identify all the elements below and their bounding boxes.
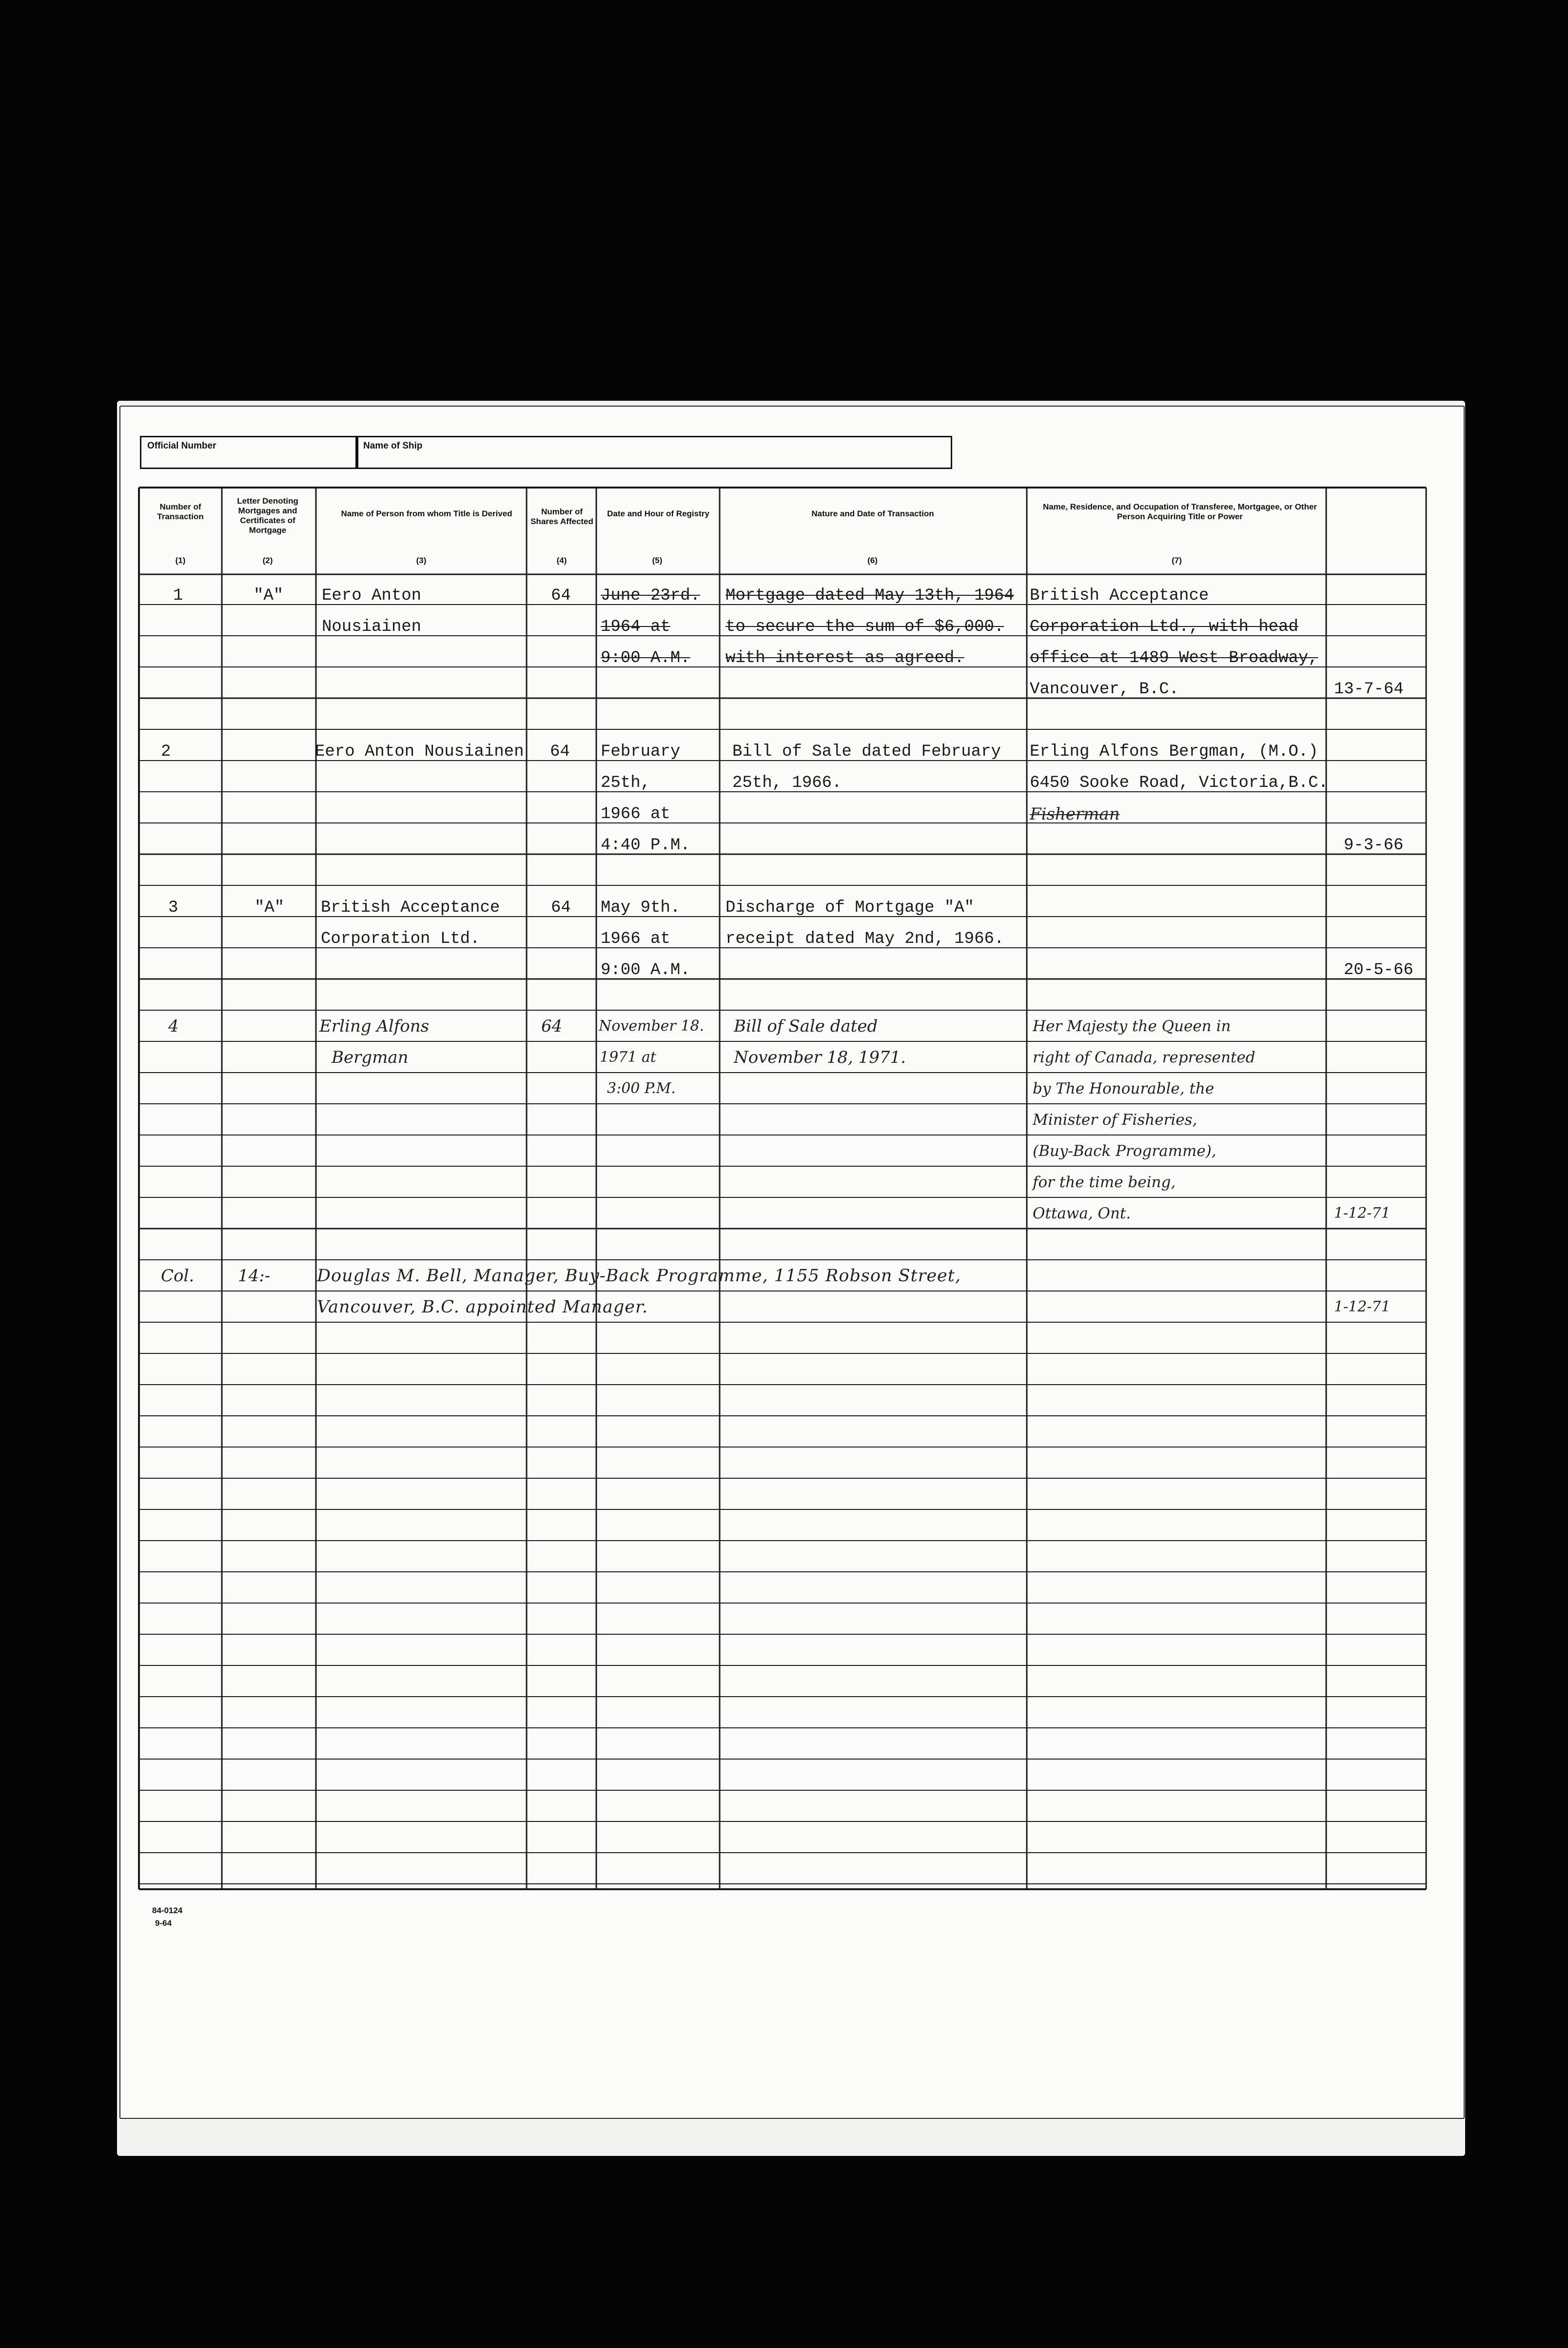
entry-2-nature-line-1: Bill of Sale dated February	[732, 743, 1001, 761]
col-num-6: (6)	[867, 556, 878, 565]
entry-2-from-line-1: Eero Anton Nousiainen	[315, 743, 524, 761]
col-header-shares: Number of Shares Affected	[530, 507, 593, 526]
col-num-1: (1)	[175, 556, 186, 565]
entry-2-registry-line-2: 25th,	[601, 774, 651, 792]
col-num-3: (3)	[416, 556, 427, 565]
entry-4-transferee-line-5: (Buy-Back Programme),	[1033, 1142, 1216, 1160]
entry-1-number: 1	[173, 587, 183, 605]
entry-4-transferee-line-6: for the time being,	[1033, 1174, 1176, 1191]
entry-2-date: 9-3-66	[1344, 836, 1404, 855]
entry-2-registry-line-3: 1966 at	[601, 805, 670, 823]
col-header-transaction-number: Number of Transaction	[157, 502, 204, 521]
entry-3-nature-line-2: receipt dated May 2nd, 1966.	[725, 930, 1004, 948]
entry-2-transferee-line-2: 6450 Sooke Road, Victoria,B.C.	[1030, 774, 1329, 792]
entry-3-registry-line-2: 1966 at	[601, 930, 670, 948]
entry-2-registry-line-4: 4:40 P.M.	[601, 836, 690, 855]
entry-1-from-line-1: Eero Anton	[322, 587, 422, 605]
entry-1-date: 13-7-64	[1334, 680, 1404, 699]
entry-1-registry-line-1: June 23rd.	[601, 587, 701, 605]
form-code-number: 84-0124	[152, 1906, 183, 1915]
entry-4-transferee-line-7: Ottawa, Ont.	[1033, 1205, 1131, 1222]
col-num-7: (7)	[1172, 556, 1182, 565]
col-num-5: (5)	[652, 556, 663, 565]
col-header-mortgage-letter: Letter Denoting Mortgages and Certificates of Mortgage	[237, 496, 298, 535]
entry-4-transferee-line-2: right of Canada, represented	[1033, 1049, 1255, 1066]
entry-1-shares: 64	[551, 587, 571, 605]
official-number-label: Official Number	[147, 441, 216, 451]
entry-4-transferee-line-4: Minister of Fisheries,	[1033, 1111, 1197, 1129]
col-header-transferee: Name, Residence, and Occupation of Transferee, Mortgagee, or Other Person Acquiring Title or Power	[1042, 502, 1317, 521]
entry-4-date: 1-12-71	[1334, 1205, 1391, 1222]
entry-3-registry-line-3: 9:00 A.M.	[601, 961, 690, 979]
entry-4-from-line-1: Erling Alfons	[319, 1017, 430, 1036]
col-num-2: (2)	[262, 556, 273, 565]
entry-1-transferee-line-2: Corporation Ltd., with head	[1030, 618, 1298, 636]
entry-1-registry-line-2: 1964 at	[601, 618, 670, 636]
ship-name-label: Name of Ship	[363, 441, 423, 451]
entry-4-registry-line-1: November 18.	[599, 1017, 705, 1035]
entry-3-letter: "A"	[255, 899, 285, 917]
entry-1-transferee-line-3: office at 1489 West Broadway,	[1030, 649, 1318, 667]
entry-4-registry-line-2: 1971 at	[600, 1049, 656, 1066]
entry-4-transferee-line-3: by The Honourable, the	[1033, 1080, 1215, 1097]
entry-2-transferee-line-3: Fisherman	[1030, 804, 1120, 824]
entry-4-from-line-2: Bergman	[332, 1048, 409, 1067]
entry-3-nature-line-1: Discharge of Mortgage "A"	[725, 899, 975, 917]
entry-3-from-line-1: British Acceptance	[321, 899, 500, 917]
entry-1-nature-line-1: Mortgage dated May 13th, 1964	[725, 587, 1014, 605]
entry-3-from-line-2: Corporation Ltd.	[321, 930, 480, 948]
entry-3-date: 20-5-66	[1344, 961, 1413, 979]
entry-3-shares: 64	[551, 899, 571, 917]
col-header-registry-date: Date and Hour of Registry	[607, 509, 709, 518]
entry-4-shares: 64	[541, 1017, 563, 1036]
form-code-date: 9-64	[155, 1918, 172, 1928]
entry-2-nature-line-2: 25th, 1966.	[732, 774, 842, 792]
entry-4-number: 4	[168, 1017, 179, 1036]
entry-1-transferee-line-1: British Acceptance	[1030, 587, 1209, 605]
entry-1-transferee-line-4: Vancouver, B.C.	[1030, 680, 1179, 699]
entry-4-registry-line-3: 3:00 P.M.	[607, 1080, 676, 1097]
entry-3-number: 3	[168, 899, 178, 917]
entry-1-from-line-2: Nousiainen	[322, 618, 422, 636]
entry-3-registry-line-1: May 9th.	[601, 899, 681, 917]
entry-1-registry-line-3: 9:00 A.M.	[601, 649, 690, 667]
entry-2-shares: 64	[550, 743, 570, 761]
ship-name-box	[355, 436, 952, 469]
annotation-line-1: Douglas M. Bell, Manager, Buy-Back Programme, 1155 Robson Street,	[317, 1266, 961, 1286]
entry-1-nature-line-3: with interest as agreed.	[725, 649, 964, 667]
annotation-line-2: Vancouver, B.C. appointed Manager.	[317, 1297, 648, 1317]
entry-2-registry-line-1: February	[601, 743, 681, 761]
entry-4-nature-line-1: Bill of Sale dated	[734, 1017, 878, 1036]
annotation-date: 1-12-71	[1334, 1298, 1391, 1315]
annotation-col-ref: Col.	[161, 1266, 195, 1286]
entry-1-nature-line-2: to secure the sum of $6,000.	[725, 618, 1004, 636]
entry-2-number: 2	[161, 743, 171, 761]
entry-2-transferee-line-1: Erling Alfons Bergman, (M.O.)	[1030, 743, 1318, 761]
col-num-4: (4)	[556, 556, 567, 565]
annotation-col-number: 14:-	[238, 1266, 271, 1286]
col-header-nature: Nature and Date of Transaction	[811, 509, 934, 518]
entry-1-letter: "A"	[254, 587, 284, 605]
col-header-title-derived: Name of Person from whom Title is Derived	[341, 509, 512, 518]
entry-4-transferee-line-1: Her Majesty the Queen in	[1033, 1017, 1231, 1035]
entry-4-nature-line-2: November 18, 1971.	[734, 1048, 906, 1067]
